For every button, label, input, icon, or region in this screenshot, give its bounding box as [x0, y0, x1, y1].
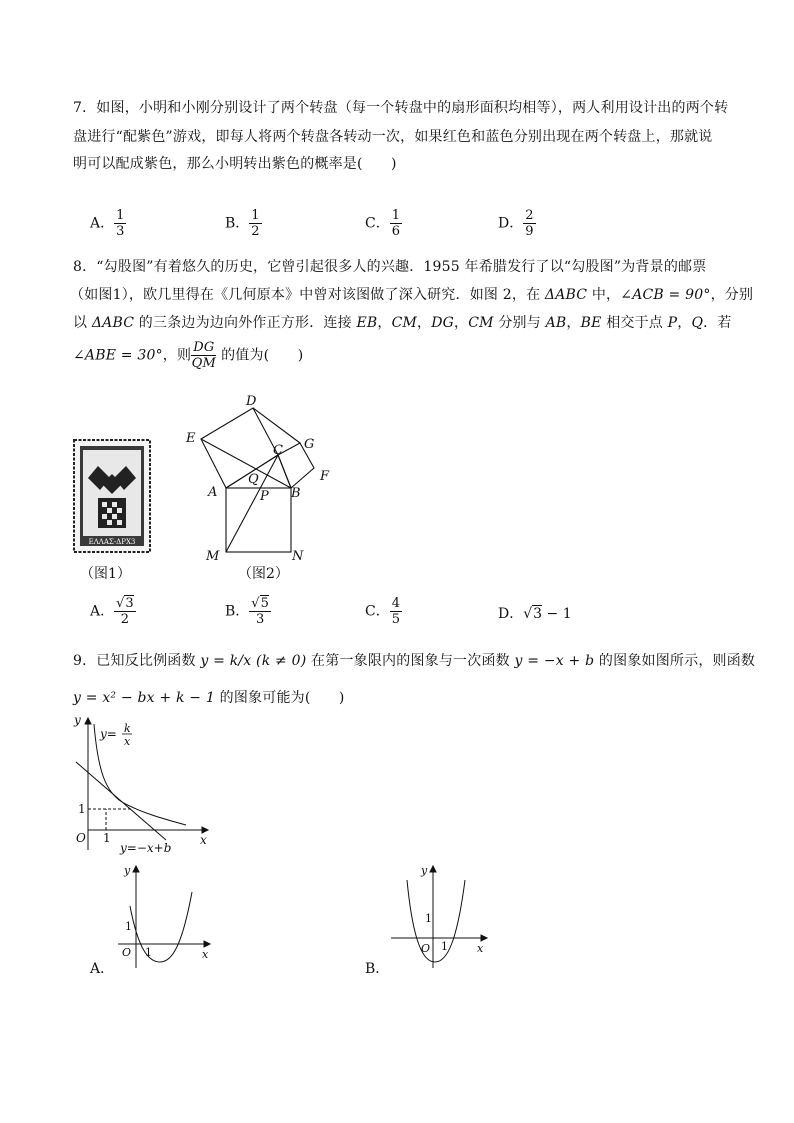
label-a: A	[208, 485, 218, 500]
fraction: $\frac{√3}{2}$	[116, 596, 134, 627]
figure-1-caption: （图1）	[80, 566, 131, 582]
label-b: B	[291, 486, 301, 501]
q8-line-3: 以 ΔABC 的三条边为边向外作正方形．连接 EB，CM，DG，CM 分别与 AB，BE 相交于点 P，Q．若	[73, 315, 732, 331]
option-label: A．	[90, 215, 115, 232]
q9-line-1: 9．已知反比例函数 y = k/x (k ≠ 0) 在第一象限内的图象与一次函数 y = −x + b 的图象如图所示，则函数	[73, 653, 756, 669]
fraction: $\frac{1}{2}$	[251, 208, 260, 239]
q8-option-a[interactable]	[90, 596, 136, 627]
q8-line-4: ∠ABE = 30°，则 $\frac{DG}{QM}$ 的值为( )	[73, 340, 304, 371]
option-label: D．	[498, 215, 524, 232]
q8-option-c[interactable]	[365, 596, 402, 627]
option-a-graph	[114, 862, 214, 970]
q9-line-2: y = x² − bx + k − 1 的图象可能为( )	[73, 690, 345, 706]
option-label: A．	[90, 961, 115, 977]
tick-x-1: 1	[145, 946, 152, 959]
label-c: C	[273, 443, 283, 458]
option-b-graph	[387, 862, 491, 970]
curve-label-x: x	[124, 735, 131, 748]
label-p: P	[260, 489, 269, 504]
figure-2-geometry	[180, 388, 340, 566]
fraction: $\frac{1}{3}$	[116, 208, 125, 239]
q8-option-d[interactable]: D．√3 − 1	[498, 606, 572, 622]
curve-label-k: k	[124, 722, 131, 735]
option-label: C．	[365, 603, 390, 620]
label-g: G	[304, 437, 315, 452]
label-q: Q	[248, 472, 259, 487]
fraction: $\frac{1}{6}$	[391, 208, 400, 239]
axis-x-label: x	[202, 948, 209, 961]
label-m: M	[206, 549, 220, 564]
label-e: E	[186, 431, 196, 446]
q7-option-b[interactable]	[225, 208, 262, 239]
q9-option-b[interactable]	[365, 858, 495, 978]
option-label: B．	[225, 215, 250, 232]
fraction: $\frac{2}{9}$	[525, 208, 534, 239]
option-label: B．	[225, 603, 250, 620]
stamp-text: ΕΛΛΑΣ-ΔΡΧ3	[88, 538, 136, 546]
tick-y-1: 1	[78, 802, 86, 816]
origin-label: O	[76, 831, 86, 845]
label-n: N	[292, 549, 304, 564]
q7-line-3: 明可以配成紫色，那么小明转出紫色的概率是( )	[73, 156, 397, 172]
fraction-dg-qm: $\frac{DG}{QM}$	[191, 340, 216, 371]
axis-x-label: x	[477, 942, 484, 955]
q7-option-a[interactable]	[90, 208, 126, 239]
option-label: B．	[365, 961, 390, 977]
figure-2-caption: （图2）	[238, 566, 289, 582]
tick-x-1: 1	[441, 940, 448, 953]
axis-x-label: x	[200, 833, 207, 847]
q8-line-1: 8．“勾股图”有着悠久的历史，它曾引起很多人的兴趣．1955 年希腊发行了以“勾股图”为背景的邮票	[73, 259, 707, 275]
fraction: $\frac{4}{5}$	[391, 596, 400, 627]
option-label: A．	[90, 603, 115, 620]
q7-option-d[interactable]	[498, 208, 536, 239]
axis-y-label: y	[124, 864, 131, 877]
line-label: y=−x+b	[120, 841, 172, 855]
origin-label: O	[421, 942, 431, 955]
q7-line-2: 盘进行“配紫色”游戏，即每人将两个转盘各转动一次，如果红色和蓝色分别出现在两个转盘上，那就说	[73, 129, 713, 145]
q7-option-c[interactable]	[365, 208, 402, 239]
q8-option-b[interactable]	[225, 596, 271, 627]
curve-label: y=	[100, 727, 117, 741]
tick-x-1: 1	[103, 831, 111, 845]
q9-option-a[interactable]	[90, 858, 220, 978]
figure-1-stamp	[72, 438, 154, 556]
axis-y-label: y	[421, 864, 428, 877]
option-label: C．	[365, 215, 390, 232]
q8-line-2: （如图1），欧几里得在《几何原本》中曾对该图做了深入研究．如图 2，在 ΔABC 中，∠ACB = 90°，分别	[70, 287, 754, 303]
tick-y-1: 1	[425, 912, 432, 925]
q7-line-1: 7．如图，小明和小刚分别设计了两个转盘（每一个转盘中的扇形面积均相等），两人利用设计出的两个转	[73, 100, 729, 116]
tick-y-1: 1	[125, 920, 132, 933]
fraction: $\frac{√5}{3}$	[251, 596, 269, 627]
label-f: F	[320, 469, 330, 484]
origin-label: O	[122, 946, 132, 959]
option-label: D．	[498, 606, 524, 622]
label-d: D	[246, 394, 257, 409]
q9-function-graph	[70, 712, 215, 857]
axis-y-label: y	[74, 713, 81, 727]
